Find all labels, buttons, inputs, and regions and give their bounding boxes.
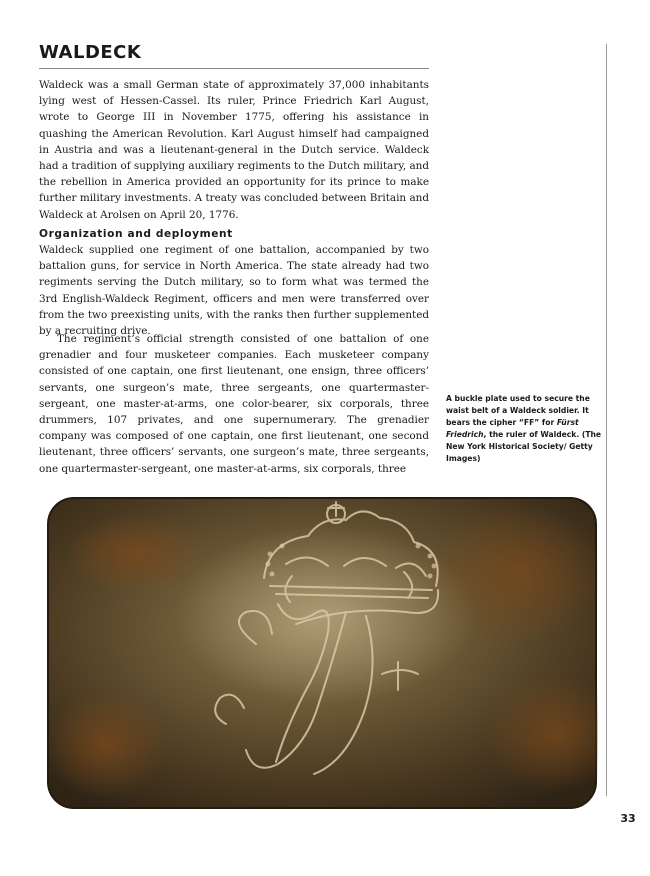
- organization-paragraph-1: Waldeck supplied one regiment of one battalion, accompanied by two battalion guns, for service in North America. The state already had two regiments serving the Dutch military, so to form what was termed the 3rd English-Waldeck Regiment, officers and men were transferred over from the two preexisting units, with the ranks then further supplemented by a recruiting drive.: [39, 244, 429, 338]
- caption-text-1: A buckle plate used to secure the waist belt of a Waldeck soldier. It bears the cipher “FF” for: [446, 394, 590, 427]
- margin-rule: [606, 44, 607, 796]
- section-heading: Organization and deployment: [39, 228, 233, 240]
- caption-text-2: , the ruler of Waldeck. (The New York Historical Society/ Getty Images): [446, 430, 602, 463]
- page-title: WALDECK: [39, 42, 142, 63]
- intro-paragraph: Waldeck was a small German state of approximately 37,000 inhabitants lying west of Hessen-Cassel. Its ruler, Prince Friedrich Karl August, wrote to George III in November 1775, offering his assistance in quashing the American Revolution. Karl August himself had campaigned in Austria and was a lieutenant-general in the Dutch service. Waldeck had a tradition of supplying auxiliary regiments to the Dutch military, and the rebellion in America provided an opportunity for its prince to make further military investments. A treaty was concluded between Britain and Waldeck at Arolsen on April 20, 1776.: [39, 79, 429, 221]
- page-number-block: [606, 806, 650, 830]
- caption-italic-name: Fürst Friedrich: [446, 418, 579, 439]
- title-underline: [39, 68, 429, 69]
- buckle-plate-photo: [46, 494, 598, 812]
- organization-paragraph-2: The regiment’s official strength consisted of one battalion of one grenadier and four musketeer companies. Each musketeer company consisted of one captain, one first lieutenant, one ensign, three officers’ servants, one surgeon’s mate, three sergeants, one quartermaster-sergeant, one master-at-arms, one color-bearer, six corporals, three drummers, 107 privates, and one supernumerary. The grenadier company was composed of one captain, one first lieutenant, one second lieutenant, three officers’ servants, one surgeon’s mate, three sergeants, one quartermaster-sergeant, one master-at-arms, six corporals, three: [39, 333, 429, 475]
- page-number: 33: [620, 811, 636, 825]
- photo-caption: [446, 393, 604, 465]
